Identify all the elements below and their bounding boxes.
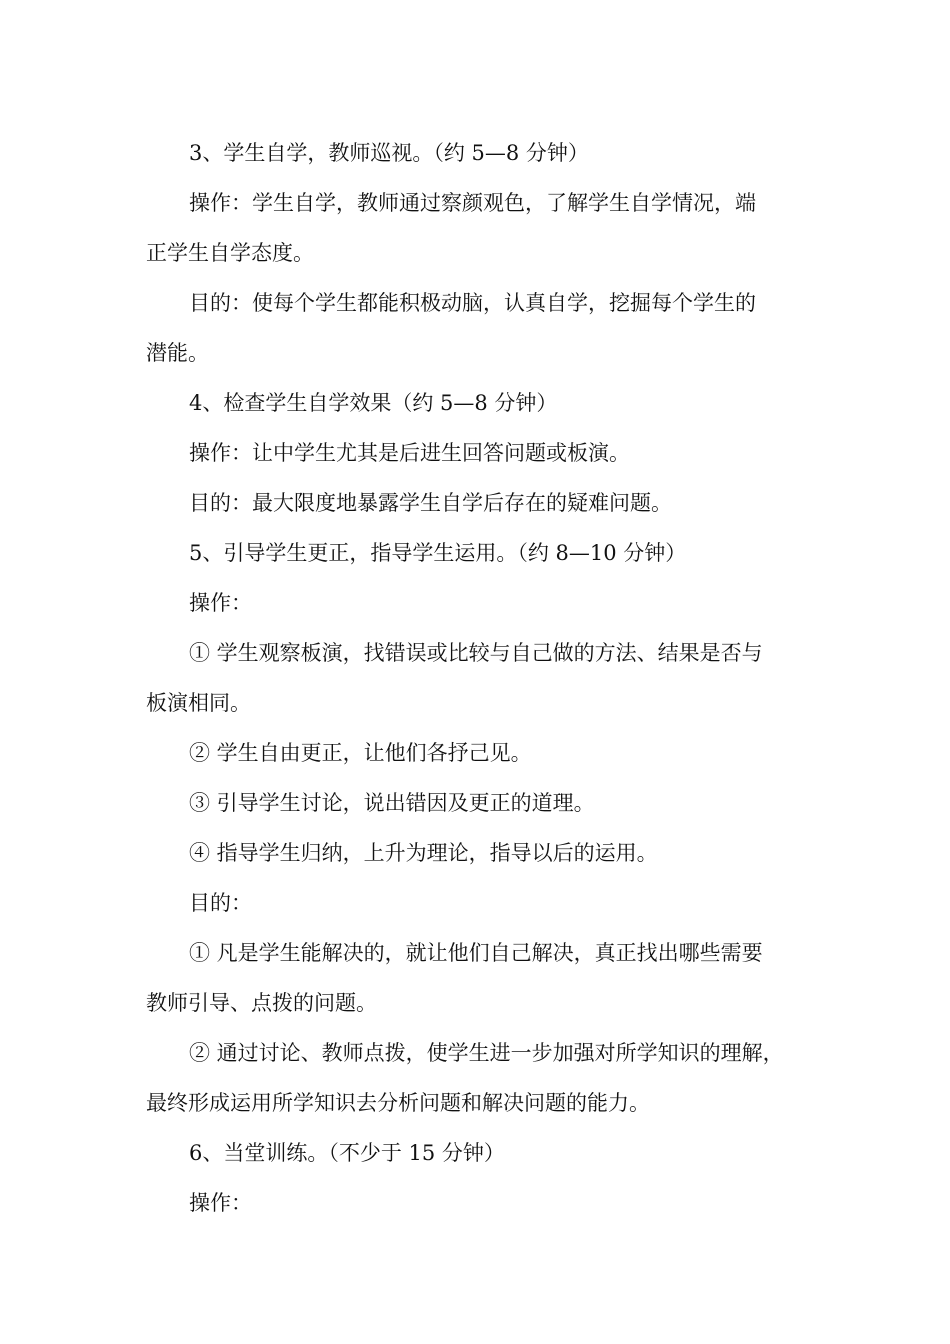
line-16: 目的： (189, 891, 252, 915)
line-1: 3、学生自学，教师巡视。（约 5—8 分钟） (189, 141, 589, 165)
line-17: ① 凡是学生能解决的，就让他们自己解决，真正找出哪些需要 (189, 941, 763, 965)
line-18: 教师引导、点拨的问题。 (146, 991, 377, 1015)
line-3: 正学生自学态度。 (146, 241, 314, 265)
line-22: 操作： (189, 1191, 252, 1215)
line-10: 操作： (189, 591, 252, 615)
line-9: 5、引导学生更正，指导学生运用。（约 8—10 分钟） (189, 541, 687, 565)
line-5: 潜能。 (146, 341, 209, 365)
line-21: 6、当堂训练。（不少于 15 分钟） (189, 1141, 505, 1165)
line-8: 目的：最大限度地暴露学生自学后存在的疑难问题。 (189, 491, 672, 515)
line-12: 板演相同。 (146, 691, 251, 715)
line-14: ③ 引导学生讨论，说出错因及更正的道理。 (189, 791, 595, 815)
line-11: ① 学生观察板演，找错误或比较与自己做的方法、结果是否与 (189, 641, 763, 665)
line-4: 目的：使每个学生都能积极动脑，认真自学，挖掘每个学生的 (189, 291, 756, 315)
line-13: ② 学生自由更正，让他们各抒己见。 (189, 741, 532, 765)
line-19: ② 通过讨论、教师点拨，使学生进一步加强对所学知识的理解， (189, 1041, 784, 1065)
document-body (146, 128, 846, 1228)
line-6: 4、检查学生自学效果（约 5—8 分钟） (189, 391, 558, 415)
line-15: ④ 指导学生归纳，上升为理论，指导以后的运用。 (189, 841, 658, 865)
line-20: 最终形成运用所学知识去分析问题和解决问题的能力。 (146, 1091, 650, 1115)
line-7: 操作：让中学生尤其是后进生回答问题或板演。 (189, 441, 630, 465)
line-2: 操作：学生自学，教师通过察颜观色，了解学生自学情况，端 (189, 191, 756, 215)
